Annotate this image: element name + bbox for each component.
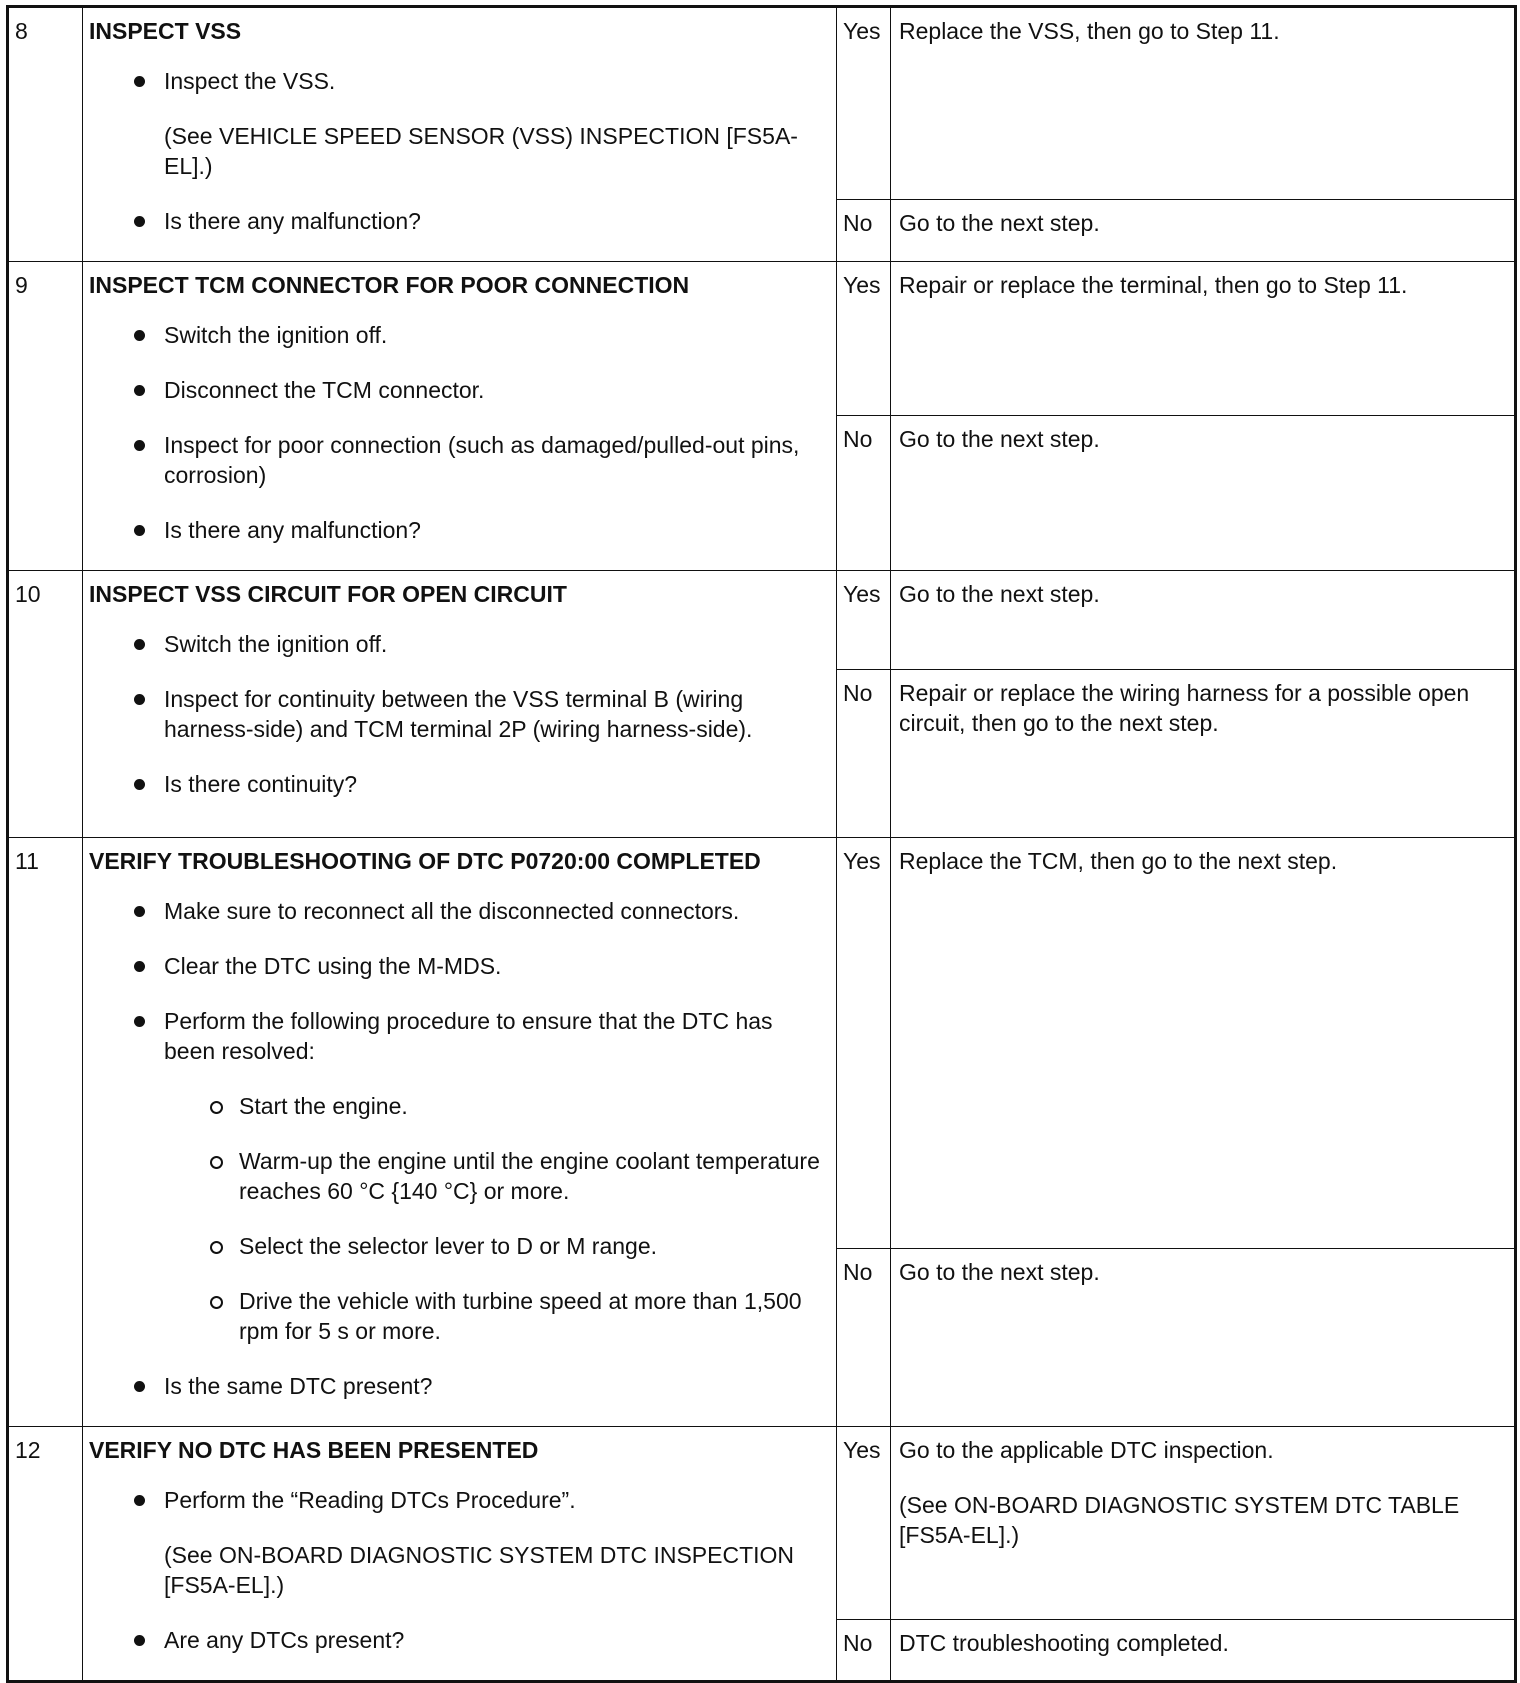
step-title: VERIFY NO DTC HAS BEEN PRESENTED [89,1437,539,1463]
step-row-11 [8,838,1516,1249]
check-item: Inspect for continuity between the VSS terminal B (wiring harness-side) and TCM terminal 2P (wiring harness-side). [89,684,826,744]
yes-action-text: Go to the applicable DTC inspection. [899,1437,1274,1463]
step-number: 9 [8,262,83,571]
step-content [83,571,837,838]
check-list [89,320,826,545]
step-number: 12 [8,1427,83,1682]
check-item: Inspect for poor connection (such as damaged/pulled-out pins, corrosion) [89,430,826,490]
yes-action: Replace the VSS, then go to Step 11. [891,7,1516,200]
check-item-text: Perform the following procedure to ensure that the DTC has been resolved: [164,1008,773,1064]
yes-label: Yes [837,7,891,200]
check-item: Perform the “Reading DTCs Procedure”. [89,1485,826,1515]
step-content [83,262,837,571]
sub-item: Warm-up the engine until the engine coolant temperature reaches 60 °C {140 °C} or more. [89,1146,826,1206]
check-item: Make sure to reconnect all the disconnected connectors. [89,896,826,926]
no-action: Go to the next step. [891,415,1516,570]
yes-label: Yes [837,1427,891,1620]
yes-label: Yes [837,571,891,670]
check-list [89,66,826,236]
sub-item: Drive the vehicle with turbine speed at more than 1,500 rpm for 5 s or more. [89,1286,826,1346]
no-action: DTC troubleshooting completed. [891,1619,1516,1681]
reference-link[interactable]: (See ON-BOARD DIAGNOSTIC SYSTEM DTC TABLE [FS5A-EL].) [899,1492,1460,1548]
step-title: INSPECT TCM CONNECTOR FOR POOR CONNECTION [89,272,690,298]
yes-action: Repair or replace the terminal, then go to Step 11. [891,262,1516,416]
step-title: INSPECT VSS CIRCUIT FOR OPEN CIRCUIT [89,581,567,607]
check-item: Is there any malfunction? [89,515,826,545]
check-item: Is there any malfunction? [89,206,826,236]
reference-link[interactable]: (See VEHICLE SPEED SENSOR (VSS) INSPECTION [FS5A-EL].) [164,123,798,179]
no-action: Go to the next step. [891,200,1516,262]
check-item: Switch the ignition off. [89,320,826,350]
step-row-12 [8,1427,1516,1620]
yes-action [891,1427,1516,1620]
yes-label: Yes [837,262,891,416]
check-item [89,1006,826,1346]
no-label: No [837,1248,891,1426]
check-item: Inspect the VSS. [89,66,826,96]
step-title: VERIFY TROUBLESHOOTING OF DTC P0720:00 COMPLETED [89,848,761,874]
check-list [89,896,826,1401]
sub-item: Start the engine. [89,1091,826,1121]
troubleshooting-table [6,5,1517,1683]
step-number: 11 [8,838,83,1427]
yes-action: Go to the next step. [891,571,1516,670]
yes-action: Replace the TCM, then go to the next step. [891,838,1516,1249]
check-item: Clear the DTC using the M-MDS. [89,951,826,981]
check-item: Disconnect the TCM connector. [89,375,826,405]
step-content [83,7,837,262]
no-label: No [837,415,891,570]
check-item: Is there continuity? [89,769,826,799]
check-list [89,1485,826,1655]
step-row-10 [8,571,1516,670]
no-action: Repair or replace the wiring harness for a possible open circuit, then go to the next step. [891,670,1516,838]
no-label: No [837,670,891,838]
reference-link[interactable]: (See ON-BOARD DIAGNOSTIC SYSTEM DTC INSPECTION [FS5A-EL].) [164,1542,795,1598]
yes-label: Yes [837,838,891,1249]
check-list [89,629,826,799]
step-content [83,838,837,1427]
no-action: Go to the next step. [891,1248,1516,1426]
check-item: Is the same DTC present? [89,1371,826,1401]
no-label: No [837,200,891,262]
step-title: INSPECT VSS [89,18,242,44]
sub-list [164,1091,826,1346]
step-number: 8 [8,7,83,262]
step-row-8 [8,7,1516,200]
check-item: Switch the ignition off. [89,629,826,659]
step-row-9 [8,262,1516,416]
no-label: No [837,1619,891,1681]
step-content [83,1427,837,1682]
check-item: Are any DTCs present? [89,1625,826,1655]
step-number: 10 [8,571,83,838]
sub-item: Select the selector lever to D or M range. [89,1231,826,1261]
